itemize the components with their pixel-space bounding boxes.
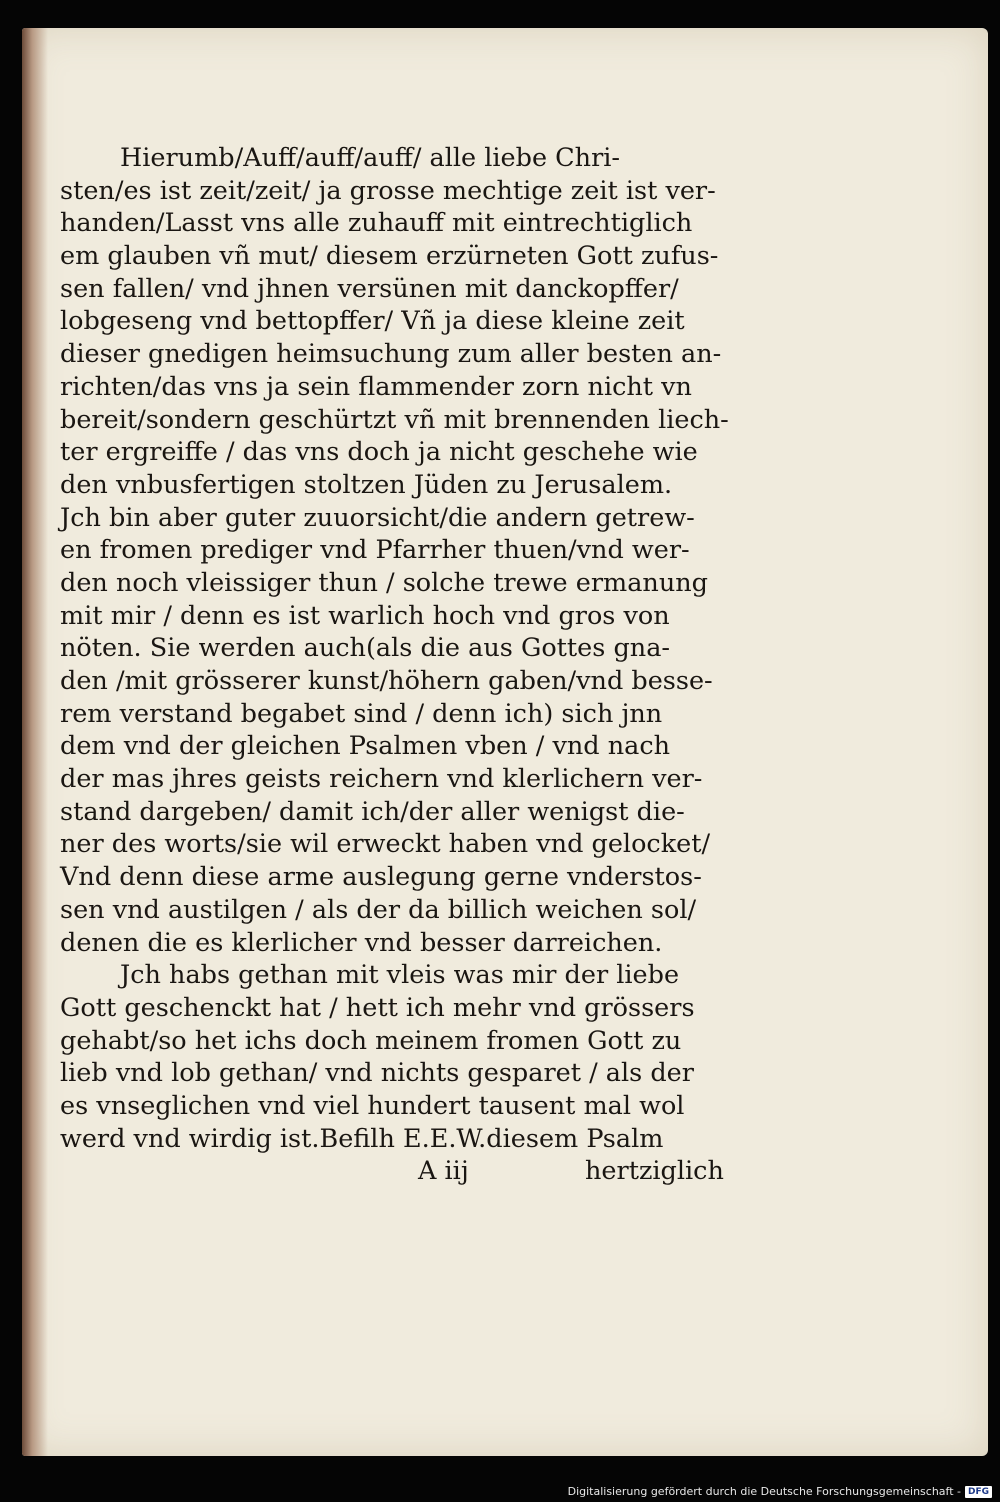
- text-line: richten/das vns ja sein flammender zorn nicht vn: [60, 371, 692, 402]
- text-line: lieb vnd lob gethan/ vnd nichts gesparet / als der: [60, 1058, 694, 1089]
- text-line: sen fallen/ vnd jhnen versünen mit danckopffer/: [60, 273, 679, 304]
- text-line: den /mit grösserer kunst/höhern gaben/vnd besse-: [60, 666, 713, 696]
- text-line: handen/Lasst vns alle zuhauff mit eintrechtiglich: [60, 208, 693, 239]
- text-line: rem verstand begabet sind / denn ich) sich jnn: [60, 698, 663, 729]
- text-line: Hierumb/Auff/auff/auff/ alle liebe Chri-: [120, 143, 621, 173]
- text-line: ter ergreiffe / das vns doch ja nicht geschehe wie: [60, 437, 698, 468]
- text-line: dem vnd der gleichen Psalmen vben / vnd nach: [60, 731, 671, 762]
- text-line: Vnd denn diese arme auslegung gerne vnderstos-: [60, 862, 702, 893]
- text-line: stand dargeben/ damit ich/der aller wenigst die-: [60, 796, 685, 827]
- funding-credit: [568, 1485, 992, 1498]
- text-line: nöten. Sie werden auch(als die aus Gottes gna-: [60, 633, 671, 664]
- text-line: werd vnd wirdig ist.Befilh E.E.W.diesem Psalm: [60, 1123, 664, 1154]
- page-text: [60, 142, 760, 1188]
- text-line: dieser gnedigen heimsuchung zum aller besten an-: [60, 339, 722, 370]
- text-line: den noch vleissiger thun / solche trewe ermanung: [60, 567, 708, 598]
- text-line: sten/es ist zeit/zeit/ ja grosse mechtige zeit ist ver-: [60, 175, 716, 206]
- text-line: ner des worts/sie wil erweckt haben vnd gelocket/: [60, 829, 711, 860]
- text-line: lobgeseng vnd bettopffer/ Vñ ja diese kleine zeit: [60, 306, 685, 337]
- text-line: Jch habs gethan mit vleis was mir der liebe: [120, 960, 680, 991]
- text-line: sen vnd austilgen / als der da billich weichen sol/: [60, 894, 697, 925]
- signature-mark: A iij: [418, 1156, 469, 1187]
- page-footer: [60, 1155, 760, 1188]
- text-line: gehabt/so het ichs doch meinem fromen Gott zu: [60, 1025, 682, 1056]
- book-page: [22, 28, 988, 1456]
- text-line: em glauben vñ mut/ diesem erzürneten Gott zufus-: [60, 241, 719, 272]
- dfg-logo-icon: DFG: [965, 1486, 992, 1498]
- text-line: Gott geschenckt hat / hett ich mehr vnd grössers: [60, 992, 695, 1023]
- text-line: den vnbusfertigen stoltzen Jüden zu Jerusalem.: [60, 469, 673, 500]
- text-line: denen die es klerlicher vnd besser darreichen.: [60, 927, 663, 958]
- text-line: en fromen prediger vnd Pfarrher thuen/vnd wer-: [60, 535, 690, 566]
- text-line: bereit/sondern geschürtzt vñ mit brennenden liech-: [60, 404, 729, 435]
- catchword: hertziglich: [585, 1156, 724, 1187]
- text-line: der mas jhres geists reichern vnd klerlichern ver-: [60, 764, 703, 795]
- text-line: Jch bin aber guter zuuorsicht/die andern getrew-: [60, 502, 695, 533]
- credit-text: Digitalisierung gefördert durch die Deutsche Forschungsgemeinschaft -: [567, 1485, 961, 1498]
- text-line: es vnseglichen vnd viel hundert tausent mal wol: [60, 1090, 685, 1121]
- text-line: mit mir / denn es ist warlich hoch vnd gros von: [60, 600, 670, 631]
